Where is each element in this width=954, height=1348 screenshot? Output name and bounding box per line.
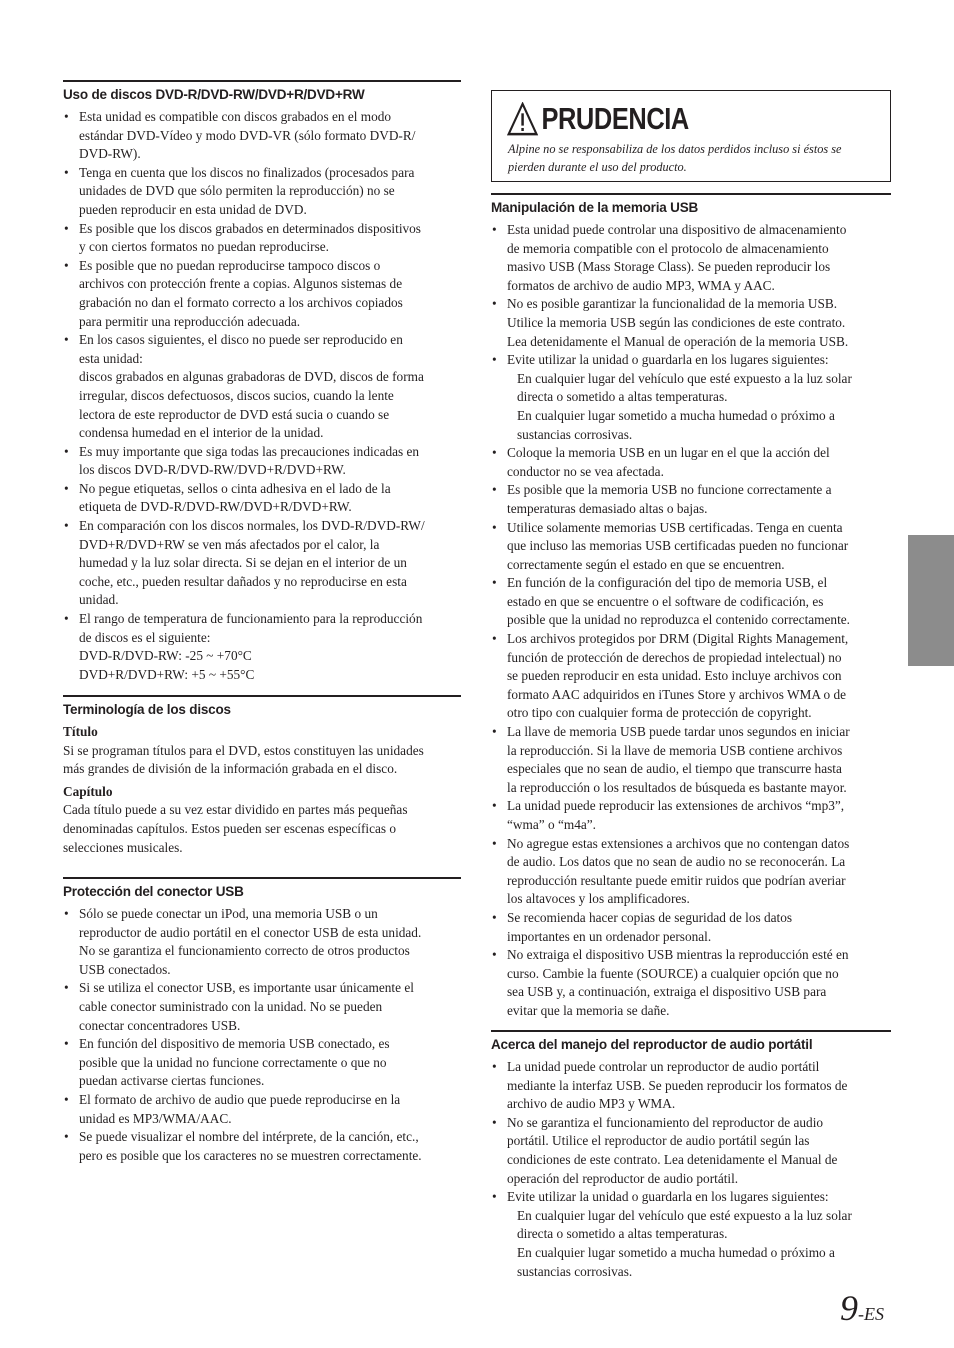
list-item-line: archivo de audio MP3 y WMA. <box>507 1096 676 1112</box>
list-item-line: • Tenga en cuenta que los discos no finalizados (procesados para <box>79 164 415 180</box>
text-line: selecciones musicales. <box>63 839 183 855</box>
list-item-line: humedad y la luz solar directa. Si se dejan en el interior de un <box>79 555 407 571</box>
list-item-line: los discos DVD-R/DVD-RW/DVD+R/DVD+RW. <box>79 462 346 478</box>
caution-text <box>508 140 888 176</box>
caution-title <box>507 101 689 137</box>
list-item-line: importantes en un ordenador personal. <box>507 928 712 944</box>
list-item <box>491 909 891 946</box>
list-item <box>63 517 461 610</box>
list-item-line: irregular, discos defectuosos, discos sucios, cuando la lente <box>79 387 394 403</box>
list-item-line: de memoria compatible con el protocolo de almacenamiento <box>507 240 829 256</box>
list-item-line: de audio. Los datos que no sean de audio no se reconocerán. La <box>507 854 846 870</box>
list-item <box>491 797 891 834</box>
list-item-line: • Sólo se puede conectar un iPod, una memoria USB o un <box>79 906 378 921</box>
list-item <box>63 1035 461 1091</box>
list-item-line: USB conectados. <box>79 961 171 977</box>
list-item-line: • Se puede visualizar el nombre del intérprete, de la canción, etc., <box>79 1129 419 1145</box>
side-tab-marker <box>908 535 954 666</box>
list-item-line: DVD-RW). <box>79 146 141 162</box>
list-item-line: “wma” o “m4a”. <box>507 817 596 832</box>
text-line: Cada título puede a su vez estar dividido en partes más pequeñas <box>63 802 408 818</box>
list-item-line: posible que la unidad no funcione correctamente o que no <box>79 1054 387 1070</box>
text-line: denominadas capítulos. Estos pueden ser escenas específicas o <box>63 820 397 836</box>
list-item-line: conectar concentradores USB. <box>79 1017 241 1033</box>
list-item-line: DVD+R/DVD+RW: +5 ~ +55°C <box>79 666 255 682</box>
page-number <box>840 1288 884 1336</box>
list-item-line: discos grabados en algunas grabadoras de DVD, discos de forma <box>79 369 424 385</box>
list-item-line: unidad es MP3/WMA/AAC. <box>79 1110 232 1126</box>
term-title-label: Título <box>63 724 98 739</box>
list-item-line: estándar DVD-Vídeo y modo DVD-VR (sólo formato DVD-R/ <box>79 127 416 143</box>
list-item-line: los altavoces y los amplificadores. <box>507 891 690 907</box>
list-item-line: curso. Cambie la fuente (SOURCE) a cualquier opción que no <box>507 965 839 981</box>
list-item <box>63 1091 461 1128</box>
list-item-line: de discos es el siguiente: <box>79 629 211 645</box>
list-item-line: pero es posible que los caracteres no se muestren correctamente. <box>79 1147 422 1163</box>
list-item <box>491 481 891 518</box>
list-item-line: • No pegue etiquetas, sellos o cinta adhesiva en el lado de la <box>79 480 391 496</box>
list-item-line: • No se garantiza el funcionamiento del reproductor de audio <box>507 1114 824 1130</box>
list-item-line: cable conector suministrado con la unidad. No se pueden <box>79 998 383 1014</box>
text-line: pierden durante el uso del producto. <box>508 160 687 174</box>
list-item-line: formato AAC adquiridos en iTunes Store y archivos WMA o de <box>507 686 847 702</box>
list-item <box>63 610 461 684</box>
list-item-line: archivos con protección frente a copias. Algunos sistemas de <box>79 276 403 292</box>
list-item-line: • Es posible que la memoria USB no funcione correctamente a <box>507 482 832 498</box>
list-item-line: • La unidad puede reproducir las extensiones de archivos “mp3”, <box>507 798 845 814</box>
list-item-line: que incluso las memorias USB certificadas pueden no funcionar <box>507 538 849 554</box>
list-item <box>491 519 891 575</box>
term-chapter-text <box>63 801 461 857</box>
list-item-line: portátil. Utilice el reproductor de audio portátil según las <box>507 1133 810 1149</box>
list-item-line: • El rango de temperatura de funcionamiento para la reproducción <box>79 611 423 627</box>
section-heading: Uso de discos DVD-R/DVD-RW/DVD+R/DVD+RW <box>63 80 461 103</box>
list-item-line: DVD-R/DVD-RW: -25 ~ +70°C <box>79 648 252 664</box>
list-item-line: formatos de archivo de audio MP3, WMA y AAC. <box>507 277 775 293</box>
list-item-line: operación del reproductor de audio portátil. <box>507 1170 739 1186</box>
list-item <box>491 444 891 481</box>
list-item-line: estado en que se encuentre o el software de codificación, es <box>507 593 824 609</box>
list-item <box>491 946 891 1020</box>
list-item <box>63 164 461 220</box>
page-number-suffix: -ES <box>858 1304 884 1324</box>
list-subitem-line: En cualquier lugar sometido a mucha humedad o próximo a <box>517 407 835 423</box>
caution-box <box>491 90 891 182</box>
list-item-line: • En comparación con los discos normales, los DVD-R/DVD-RW/ <box>79 518 425 534</box>
list-item <box>491 1058 891 1114</box>
list-item-line: • Se recomienda hacer copias de seguridad de los datos <box>507 909 793 925</box>
list-item-line: DVD+R/DVD+RW se ven más afectados por el calor, la <box>79 536 380 552</box>
section-dvd <box>63 80 461 684</box>
list-item-line: masivo USB (Mass Storage Class). Se pueden reproducir los <box>507 259 831 275</box>
list-item-line: puedan activarse ciertas funciones. <box>79 1073 265 1089</box>
list-item-line: unidades de DVD que sólo permiten la reproducción) no se <box>79 183 395 199</box>
list-item-line: • La unidad puede controlar un reproductor de audio portátil <box>507 1059 820 1074</box>
list-item-line: grabación no dan el formato correcto a los archivos copiados <box>79 294 403 310</box>
list-subitem-line: directa o sometido a altas temperaturas. <box>517 1226 728 1242</box>
list-item-line: sea USB y, a continuación, extraiga el dispositivo USB para <box>507 984 827 1000</box>
term-chapter-label: Capítulo <box>63 783 113 799</box>
list-item-line: • No extraiga el dispositivo USB mientras la reproducción esté en <box>507 947 849 963</box>
list-item-line: • La llave de memoria USB puede tardar unos segundos en iniciar <box>507 724 850 740</box>
list-item-line: coche, etc., pueden resultar dañados y no reproducirse en esta <box>79 573 407 589</box>
list-item-line: etiqueta de DVD-R/DVD-RW/DVD+R/DVD+RW. <box>79 499 352 515</box>
list-subitem-line: directa o sometido a altas temperaturas. <box>517 389 728 405</box>
list-item <box>63 220 461 257</box>
list-item-line: • En función de la configuración del tipo de memoria USB, el <box>507 575 828 591</box>
list-item <box>491 574 891 630</box>
section-heading: Manipulación de la memoria USB <box>491 193 891 216</box>
caution-title-text: PRUDENCIA <box>541 101 689 136</box>
page-number-digit: 9 <box>840 1288 858 1328</box>
list-item-line: • No agregue estas extensiones a archivos que no contengan datos <box>507 835 850 851</box>
bullet-list <box>491 1058 891 1281</box>
list-item <box>491 221 891 295</box>
list-subitem-line: En cualquier lugar sometido a mucha humedad o próximo a <box>517 1244 835 1260</box>
list-item <box>63 257 461 331</box>
list-subitem-line: En cualquier lugar del vehículo que esté expuesto a la luz solar <box>517 1207 852 1223</box>
list-item-line: unidad. <box>79 592 119 608</box>
list-item-line: reproductor de audio portátil en el conector USB de esta unidad. <box>79 924 422 940</box>
list-item-line: • Utilice solamente memorias USB certificadas. Tenga en cuenta <box>507 519 843 535</box>
bullet-list <box>63 905 461 1165</box>
list-item-line: lectora de este reproductor de DVD está sucia o cuando se <box>79 406 390 422</box>
bullet-list <box>63 108 461 684</box>
list-item-line: posible que la unidad no reproduzca el contenido correctamente. <box>507 612 850 628</box>
bullet-list <box>491 221 891 1021</box>
list-item-line: evitar que la memoria se dañe. <box>507 1002 670 1018</box>
list-item <box>491 1114 891 1188</box>
list-item-line: • El formato de archivo de audio que puede reproducirse en la <box>79 1091 401 1107</box>
list-item-line: Lea detenidamente el Manual de operación de la memoria USB. <box>507 333 849 349</box>
list-item-line: esta unidad: <box>79 350 143 366</box>
list-item-line: se pueden reproducir en esta unidad. Esto incluye archivos con <box>507 668 842 684</box>
list-item-line: condiciones de este contrato. Lea detenidamente el Manual de <box>507 1151 838 1167</box>
list-item-line: • Es posible que los discos grabados en determinados dispositivos <box>79 220 421 236</box>
list-item <box>491 295 891 351</box>
list-item <box>491 630 891 723</box>
list-item-line: correctamente según el estado en que se encuentren. <box>507 556 785 572</box>
list-item-line: • Los archivos protegidos por DRM (Digital Rights Management, <box>507 631 849 647</box>
warning-triangle-icon <box>507 102 538 136</box>
list-item-line: • Evite utilizar la unidad o guardarla en los lugares siguientes: <box>507 1189 829 1205</box>
list-item-line: la reproducción o los resultados de búsqueda es bastante mayor. <box>507 779 847 795</box>
list-item <box>491 835 891 909</box>
list-item <box>63 1128 461 1165</box>
list-item-line: No se garantiza el funcionamiento correcto de otros productos <box>79 943 410 959</box>
list-item-line: • Esta unidad puede controlar una dispositivo de almacenamiento <box>507 222 847 237</box>
list-item-line: reproducción resultante puede emitir ruidos que podrían averiar <box>507 872 846 888</box>
list-item <box>63 443 461 480</box>
list-item-line: temperaturas demasiado altas o bajas. <box>507 500 708 516</box>
section-usb-connector <box>63 877 461 1165</box>
list-item-line: • Coloque la memoria USB en un lugar en el que la acción del <box>507 445 830 461</box>
list-item-line: • Es posible que no puedan reproducirse tampoco discos o <box>79 257 381 273</box>
list-item <box>63 905 461 979</box>
list-item-line: y con ciertos formatos no puedan reproducirse. <box>79 239 329 255</box>
text-line: Alpine no se responsabiliza de los datos perdidos incluso si éstos se <box>508 142 842 156</box>
list-item-line: otro tipo con cualquier forma de protección de copyright. <box>507 705 812 721</box>
list-item-line: • Evite utilizar la unidad o guardarla en los lugares siguientes: <box>507 352 829 368</box>
list-item-line: pueden reproducir en esta unidad de DVD. <box>79 201 307 217</box>
list-subitem-line: sustancias corrosivas. <box>517 426 633 442</box>
text-line: más grandes de división de la información grabada en el disco. <box>63 761 398 777</box>
list-item <box>63 108 461 164</box>
list-item <box>491 1188 891 1281</box>
list-item-line: • Esta unidad es compatible con discos grabados en el modo <box>79 109 392 124</box>
list-item-line: la reproducción. Si la llave de memoria USB contiene archivos <box>507 742 843 758</box>
list-item <box>63 480 461 517</box>
list-item-line: mediante la interfaz USB. Se pueden reproducir los formatos de <box>507 1077 848 1093</box>
section-terms <box>63 695 461 857</box>
list-item-line: • Es muy importante que siga todas las precauciones indicadas en <box>79 443 420 459</box>
list-item-line: para permitir una reproducción adecuada. <box>79 313 301 329</box>
section-portable-player <box>491 1030 891 1281</box>
list-item-line: condensa humedad en el interior de la unidad. <box>79 425 324 441</box>
list-item-line: conductor no se vea afectada. <box>507 463 664 479</box>
section-heading: Terminología de los discos <box>63 695 461 718</box>
list-item-line: Utilice la memoria USB según las condiciones de este contrato. <box>507 314 846 330</box>
list-item-line: • En función del dispositivo de memoria USB conectado, es <box>79 1036 390 1052</box>
list-subitem-line: En cualquier lugar del vehículo que esté expuesto a la luz solar <box>517 370 852 386</box>
section-usb-memory <box>491 193 891 1021</box>
list-item <box>491 723 891 797</box>
section-heading: Acerca del manejo del reproductor de audio portátil <box>491 1030 891 1053</box>
section-heading: Protección del conector USB <box>63 877 461 900</box>
list-item-line: • Si se utiliza el conector USB, es importante usar únicamente el <box>79 980 414 996</box>
list-item-line: especiales que no sean de audio, el tiempo que transcurre hasta <box>507 761 842 777</box>
text-line: Si se programan títulos para el DVD, estos constituyen las unidades <box>63 742 424 758</box>
list-subitem-line: sustancias corrosivas. <box>517 1263 633 1279</box>
list-item-line: • En los casos siguientes, el disco no puede ser reproducido en <box>79 332 403 348</box>
list-item-line: • No es posible garantizar la funcionalidad de la memoria USB. <box>507 296 838 312</box>
list-item <box>63 979 461 1035</box>
list-item <box>63 331 461 443</box>
list-item-line: función de protección de derechos de propiedad intelectual) no <box>507 649 842 665</box>
list-item <box>491 351 891 444</box>
term-title-text <box>63 742 461 779</box>
